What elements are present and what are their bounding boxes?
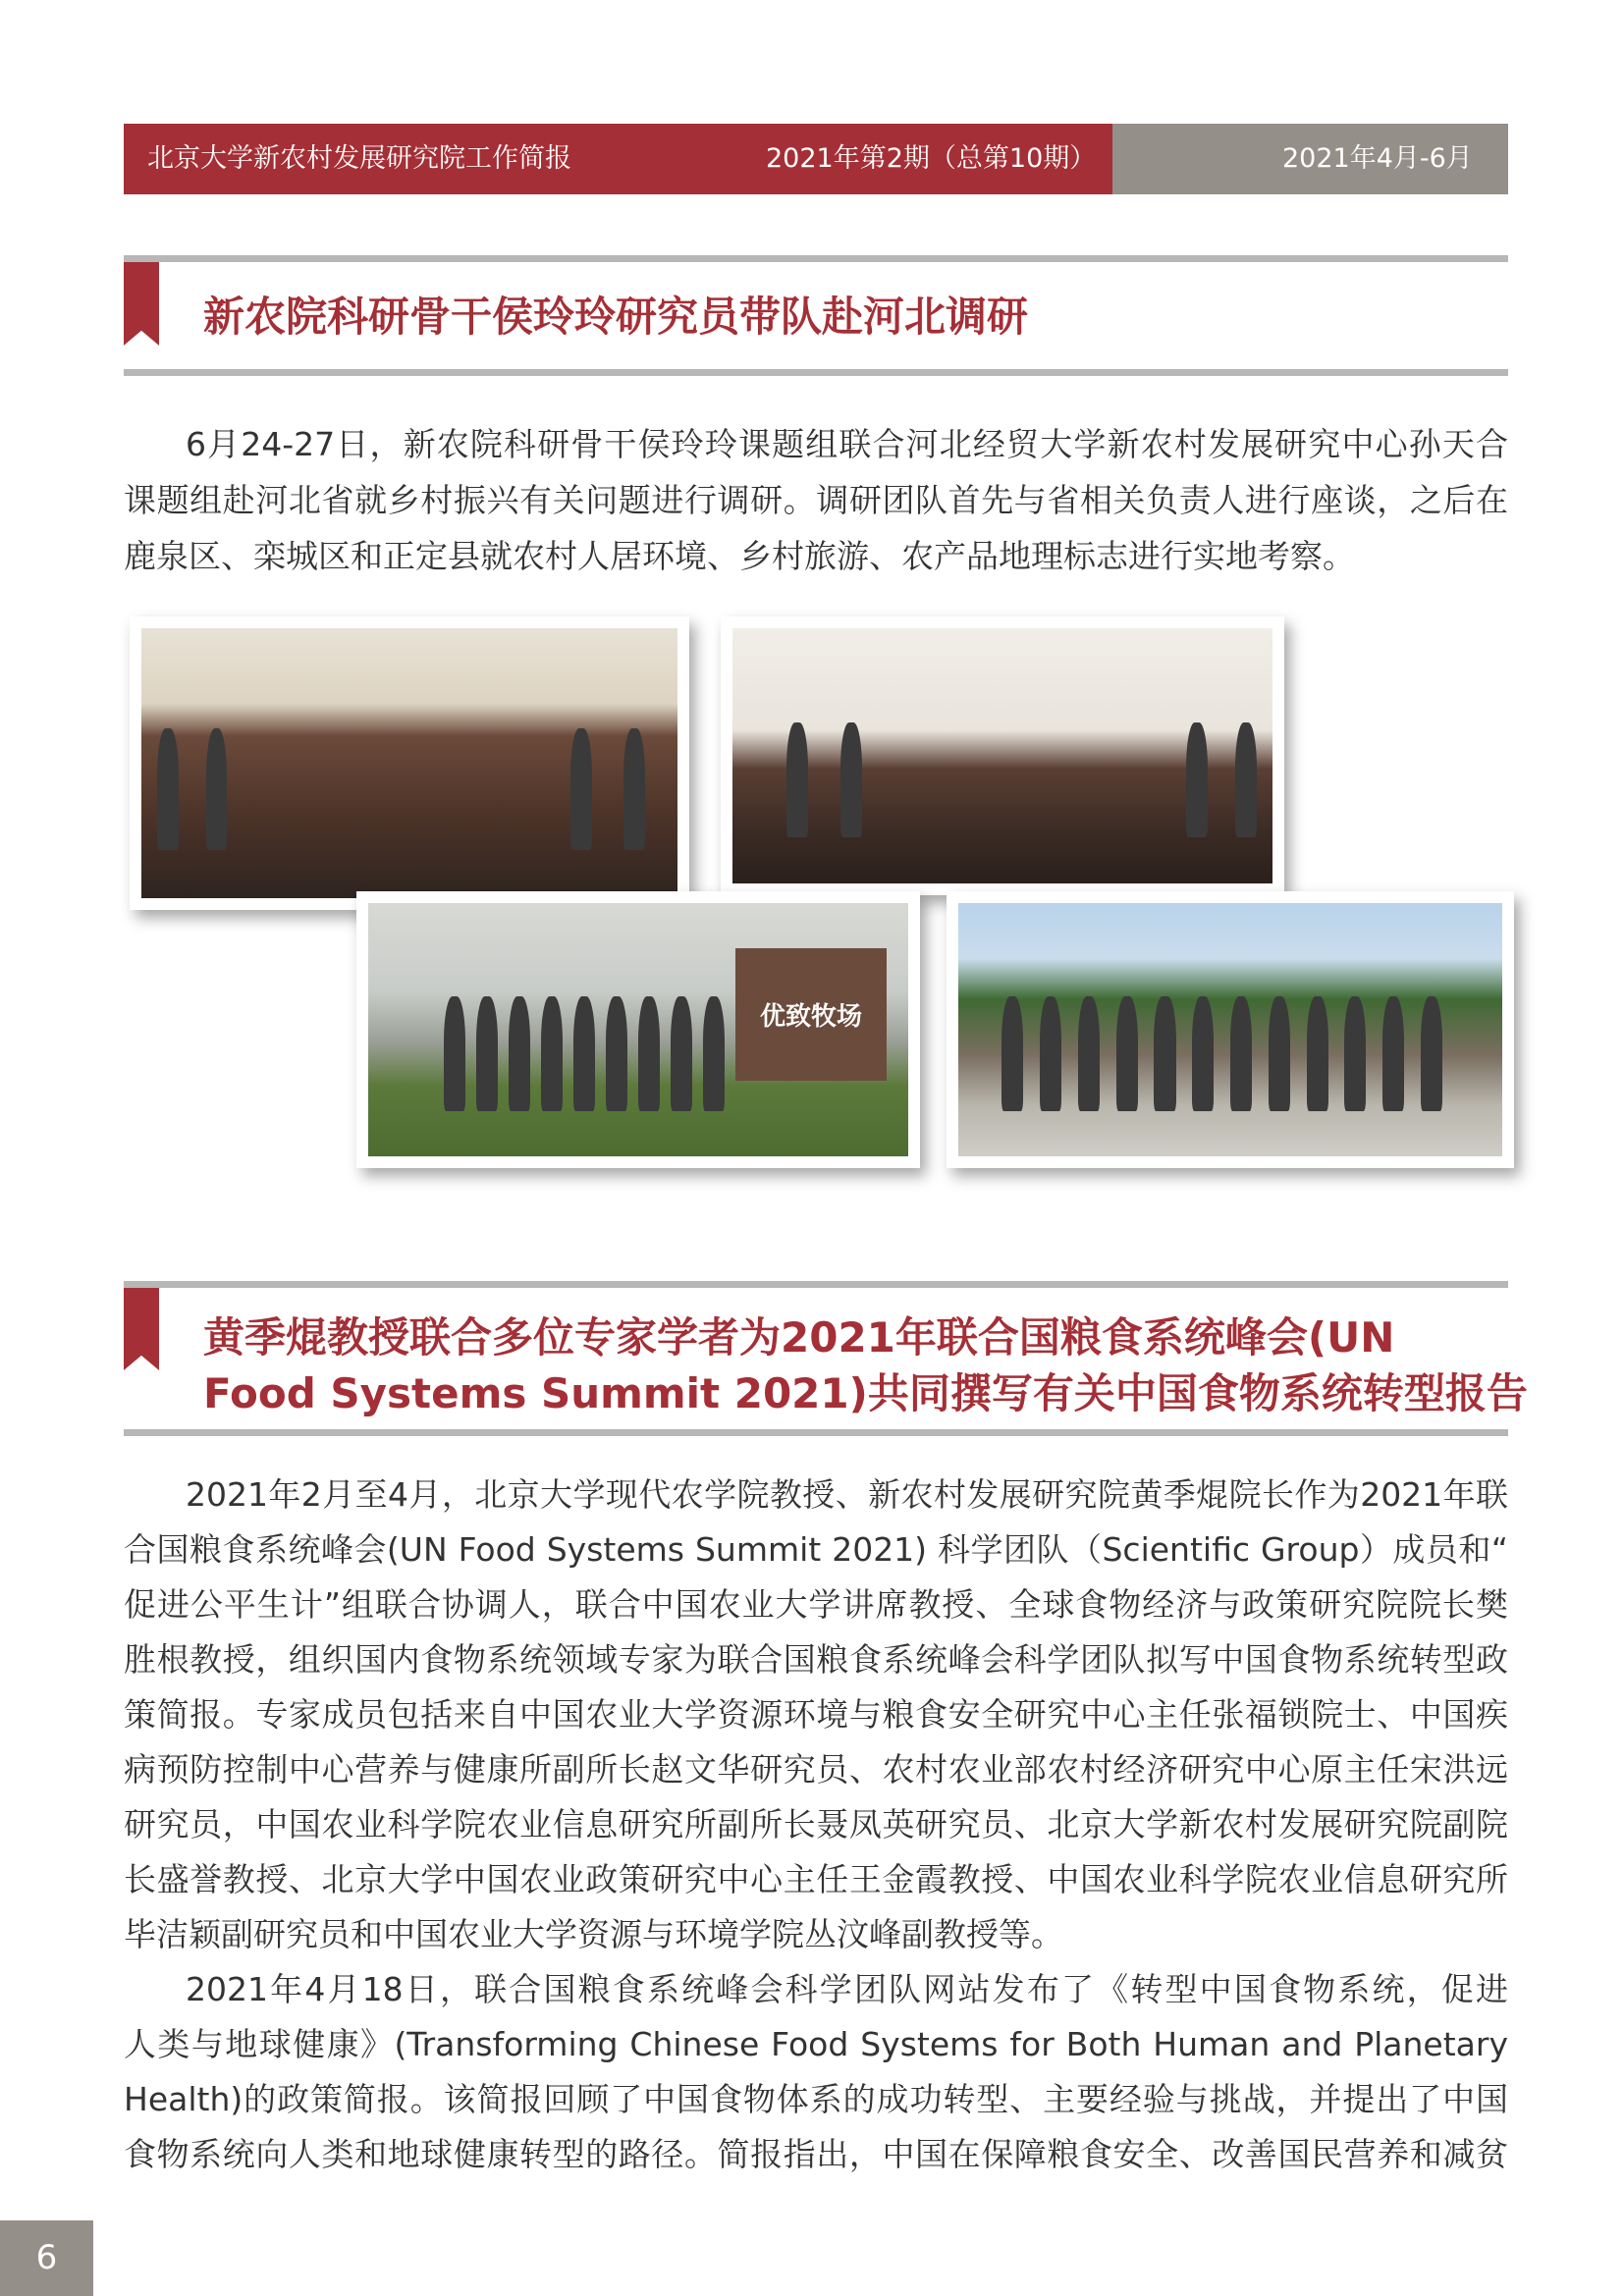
paragraph-line: 6月24-27日，新农院科研骨干侯玲玲课题组联合河北经贸大学新农村发展研究中心孙天合 xyxy=(186,425,1508,463)
paragraph-line: 2021年2月至4月，北京大学现代农学院教授、新农村发展研究院黄季焜院长作为2021年联 xyxy=(186,1475,1508,1514)
divider xyxy=(124,1429,1508,1436)
article-title-line: 黄季焜教授联合多位专家学者为2021年联合国粮食系统峰会(UN xyxy=(203,1313,1395,1362)
issue-number: 2021年第2期（总第10期） xyxy=(766,143,1097,174)
divider xyxy=(124,1281,1508,1288)
paragraph-line: 食物系统向人类和地球健康转型的路径。简报指出，中国在保障粮食安全、改善国民营养和减贫 xyxy=(124,2135,1508,2173)
paragraph-line: 胜根教授，组织国内食物系统领域专家为联合国粮食系统峰会科学团队拟写中国食物系统转型政 xyxy=(124,1640,1508,1679)
article-title: 新农院科研骨干侯玲玲研究员带队赴河北调研 xyxy=(203,293,1029,341)
paragraph-line: 促进公平生计”组联合协调人，联合中国农业大学讲席教授、全球食物经济与政策研究院院长樊 xyxy=(124,1585,1508,1624)
photo-meeting-1 xyxy=(130,616,689,910)
issue-period: 2021年4月-6月 xyxy=(1282,143,1473,174)
photo-group-farm xyxy=(356,891,920,1168)
photo-meeting-2 xyxy=(721,616,1284,895)
bookmark-ribbon-icon xyxy=(124,262,159,346)
divider xyxy=(124,369,1508,376)
paragraph-line: 策简报。专家成员包括来自中国农业大学资源环境与粮食安全研究中心主任张福锁院士、中国疾 xyxy=(124,1695,1508,1734)
photo-group-outdoor xyxy=(947,891,1514,1168)
farm-sign: 优致牧场 xyxy=(735,948,887,1080)
paragraph-line: 2021年4月18日，联合国粮食系统峰会科学团队网站发布了《转型中国食物系统，促进 xyxy=(186,1970,1508,2008)
paragraph-line: Health)的政策简报。该简报回顾了中国食物体系的成功转型、主要经验与挑战，并提出了中国 xyxy=(124,2080,1508,2118)
paragraph-line: 长盛誉教授、北京大学中国农业政策研究中心主任王金霞教授、中国农业科学院农业信息研究所 xyxy=(124,1860,1508,1898)
paragraph-line: 鹿泉区、栾城区和正定县就农村人居环境、乡村旅游、农产品地理标志进行实地考察。 xyxy=(124,537,1355,575)
paragraph-line: 人类与地球健康》(Transforming Chinese Food Systems for Both Human and Planetary xyxy=(124,2025,1508,2063)
page-number: 6 xyxy=(0,2220,93,2296)
article-title-line: Food Systems Summit 2021)共同撰写有关中国食物系统转型报告 xyxy=(203,1369,1528,1417)
divider xyxy=(124,255,1508,262)
paragraph-line: 课题组赴河北省就乡村振兴有关问题进行调研。调研团队首先与省相关负责人进行座谈，之后在 xyxy=(124,481,1508,519)
paragraph-line: 合国粮食系统峰会(UN Food Systems Summit 2021) 科学团队（Scientific Group）成员和“ xyxy=(124,1530,1508,1569)
paragraph-line: 毕洁颖副研究员和中国农业大学资源与环境学院丛汶峰副教授等。 xyxy=(124,1915,1063,1953)
bookmark-ribbon-icon xyxy=(124,1288,159,1370)
publication-name: 北京大学新农村发展研究院工作简报 xyxy=(147,143,571,174)
paragraph-line: 研究员，中国农业科学院农业信息研究所副所长聂凤英研究员、北京大学新农村发展研究院副院 xyxy=(124,1805,1508,1843)
paragraph-line: 病预防控制中心营养与健康所副所长赵文华研究员、农村农业部农村经济研究中心原主任宋洪远 xyxy=(124,1750,1508,1789)
